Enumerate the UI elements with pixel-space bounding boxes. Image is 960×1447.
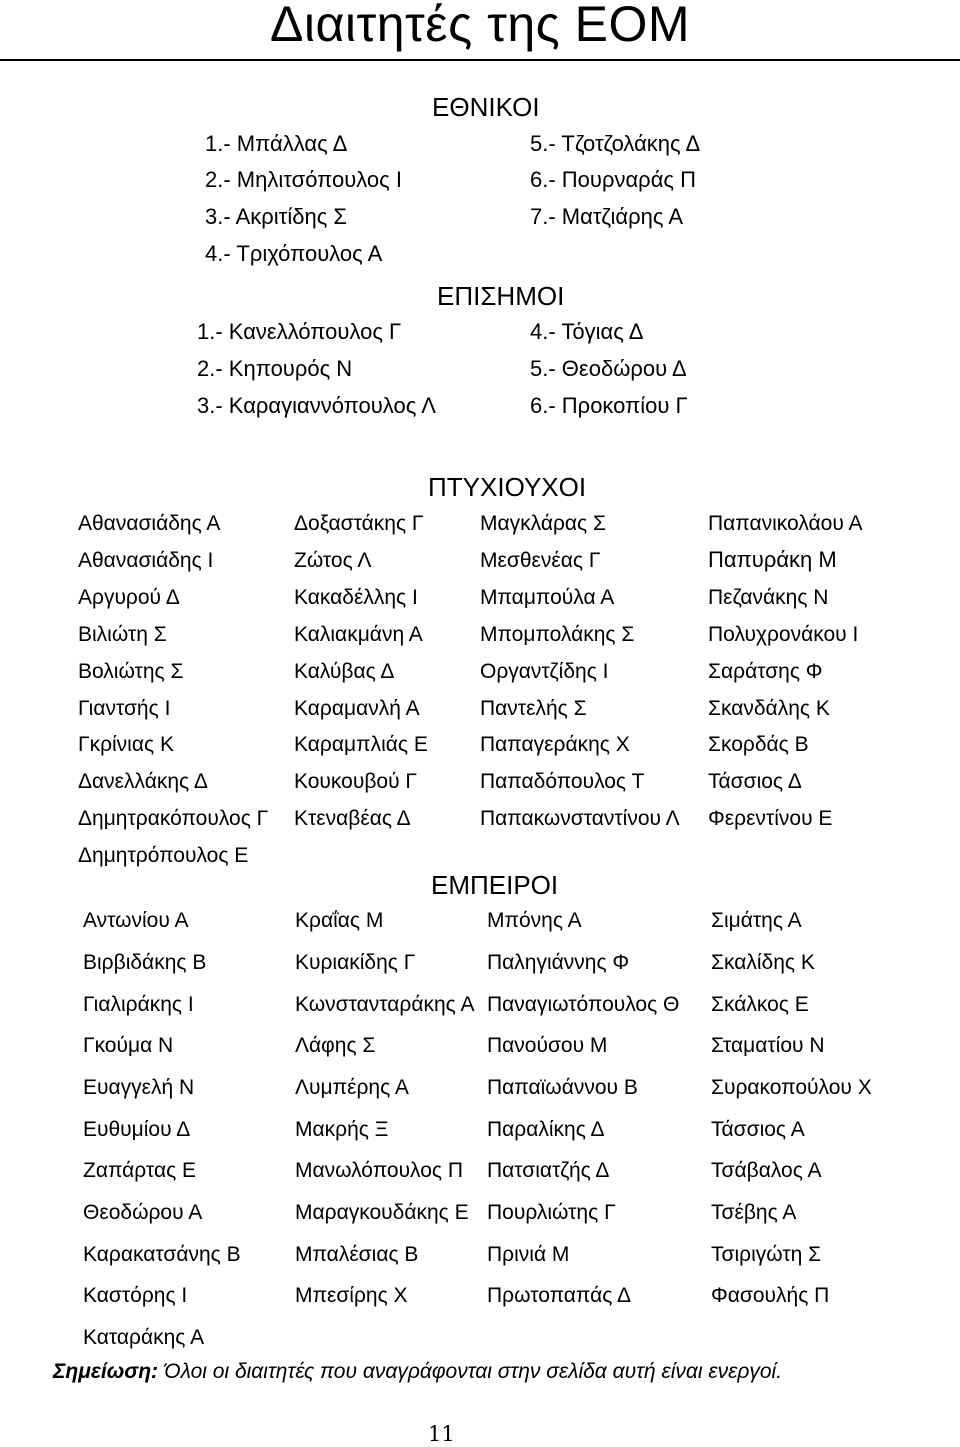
section-heading-ptyxiouxoi: ΠΤΥΧΙΟΥΧΟΙ <box>428 472 587 502</box>
list-item: Πατσιατζής Δ <box>487 1159 610 1182</box>
list-item: Σαράτσης Φ <box>708 660 823 683</box>
list-item: Μπαλέσιας Β <box>295 1243 419 1266</box>
list-item: Πρινιά Μ <box>487 1243 570 1266</box>
list-item: Κραΐας Μ <box>295 909 384 932</box>
section-heading-empeiroi: ΕΜΠΕΙΡΟΙ <box>431 870 559 900</box>
list-item: Μεσθενέας Γ <box>480 549 601 572</box>
list-item: 7.- Ματζιάρης Α <box>530 204 684 229</box>
list-item: Πεζανάκης Ν <box>708 586 829 609</box>
list-item: Παραλίκης Δ <box>487 1118 605 1141</box>
list-item: Δοξαστάκης Γ <box>294 512 424 535</box>
list-item: Οργαντζίδης Ι <box>480 660 609 683</box>
list-item: 3.- Καραγιαννόπουλος Λ <box>197 393 436 418</box>
section-heading-episimoi: ΕΠΙΣΗΜΟΙ <box>437 281 565 311</box>
list-item: Παπακωνσταντίνου Λ <box>480 807 680 830</box>
list-item: 1.- Μπάλλας Δ <box>205 131 348 156</box>
list-item: Μαραγκουδάκης Ε <box>295 1201 469 1224</box>
list-item: Καστόρης Ι <box>83 1284 188 1307</box>
list-item: Παπαδόπουλος Τ <box>480 770 645 793</box>
list-item: Λάφης Σ <box>295 1034 376 1057</box>
list-item: Κακαδέλλης Ι <box>294 586 418 609</box>
list-item: Μαγκλάρας Σ <box>480 512 606 535</box>
list-item: Τάσσιος Δ <box>708 770 802 793</box>
list-item: Βιρβιδάκης Β <box>83 951 207 974</box>
list-item: Πανούσου Μ <box>487 1034 608 1057</box>
page-title: Διαιτητές της ΕΟΜ <box>269 0 691 52</box>
list-item: Φασουλής Π <box>711 1284 830 1307</box>
list-item: Καταράκης Α <box>83 1326 205 1349</box>
list-item: 3.- Ακριτίδης Σ <box>205 204 348 229</box>
section-heading-ethnikoi: ΕΘΝΙΚΟΙ <box>432 92 540 122</box>
list-item: Παπαϊωάννου Β <box>487 1076 638 1099</box>
list-item: Πρωτοπαπάς Δ <box>487 1284 632 1307</box>
list-item: Μακρής Ξ <box>295 1118 389 1141</box>
list-item: Ζώτος Λ <box>294 549 372 572</box>
title-divider <box>0 59 960 61</box>
list-item: Πουρλιώτης Γ <box>487 1201 616 1224</box>
list-item: 5.- Τζοτζολάκης Δ <box>530 131 701 156</box>
list-item: Γκρίνιας Κ <box>78 733 174 756</box>
list-item: Σιμάτης Α <box>711 909 802 932</box>
list-item: Καραμπλιάς Ε <box>294 733 428 756</box>
list-item: 6.- Προκοπίου Γ <box>530 393 688 418</box>
list-item: Συρακοπούλου Χ <box>711 1076 872 1099</box>
list-item: Δανελλάκης Δ <box>78 770 208 793</box>
footnote <box>53 1359 782 1385</box>
list-item: Φερεντίνου Ε <box>708 807 833 830</box>
list-item: Παληγιάννης Φ <box>487 951 630 974</box>
list-item: Ζαπάρτας Ε <box>83 1159 197 1182</box>
list-item: Σκάλκος Ε <box>711 993 809 1016</box>
list-item: Κυριακίδης Γ <box>295 951 416 974</box>
list-item: Σταματίου Ν <box>711 1034 825 1057</box>
footnote-text: Όλοι οι διαιτητές που αναγράφονται στην σελίδα αυτή είναι ενεργοί. <box>163 1360 783 1383</box>
list-item: Τσάβαλος Α <box>711 1159 822 1182</box>
list-item: Μπομπολάκης Σ <box>480 623 635 646</box>
list-item: 2.- Κηπουρός Ν <box>197 356 353 381</box>
list-item: Βολιώτης Σ <box>78 660 184 683</box>
list-item: Δημητρόπουλος Ε <box>78 844 249 867</box>
list-item: Πολυχρονάκου Ι <box>708 623 859 646</box>
list-item: 4.- Τόγιας Δ <box>530 319 644 344</box>
list-item: Κουκουβού Γ <box>294 770 417 793</box>
list-item: Αθανασιάδης Ι <box>78 549 214 572</box>
list-item: Σκανδάλης Κ <box>708 697 830 720</box>
list-item: Παντελής Σ <box>480 697 587 720</box>
list-item: Κτεναβέας Δ <box>294 807 411 830</box>
list-item: Αργυρού Δ <box>78 586 180 609</box>
list-item: Μανωλόπουλος Π <box>295 1159 464 1182</box>
list-item: 5.- Θεοδώρου Δ <box>530 356 687 381</box>
page-number: 11 <box>428 1422 455 1446</box>
list-item: Ευθυμίου Δ <box>83 1118 191 1141</box>
list-item: Καραμανλή Α <box>294 697 420 720</box>
list-item: Παπανικολάου Α <box>708 512 863 535</box>
list-item: 4.- Τριχόπουλος Α <box>205 241 383 266</box>
list-item: 1.- Κανελλόπουλος Γ <box>197 319 402 344</box>
list-item: Αθανασιάδης Α <box>78 512 221 535</box>
list-item: Ευαγγελή Ν <box>83 1076 195 1099</box>
list-item: Βιλιώτη Σ <box>78 623 167 646</box>
list-item: Θεοδώρου Α <box>83 1201 203 1224</box>
list-item: Σκορδάς Β <box>708 733 809 756</box>
list-item: Κωνστανταράκης Α <box>295 993 475 1016</box>
footnote-label: Σημείωση: <box>53 1360 159 1383</box>
list-item: Μπαμπούλα Α <box>480 586 615 609</box>
list-item: Παπυράκη Μ <box>708 547 837 572</box>
list-item: Παπαγεράκης Χ <box>480 733 630 756</box>
list-item: Δημητρακόπουλος Γ <box>78 807 269 830</box>
list-item: Γιαντσής Ι <box>78 697 171 720</box>
list-item: 6.- Πουρναράς Π <box>530 167 697 192</box>
list-item: Σκαλίδης Κ <box>711 951 815 974</box>
list-item: Γκούμα Ν <box>83 1034 174 1057</box>
list-item: Καρακατσάνης Β <box>83 1243 241 1266</box>
list-item: Μπεσίρης Χ <box>295 1284 408 1307</box>
list-item: Παναγιωτόπουλος Θ <box>487 993 680 1016</box>
list-item: Γιαλιράκης Ι <box>83 993 194 1016</box>
list-item: Τάσσιος Α <box>711 1118 805 1141</box>
list-item: Λυμπέρης Α <box>295 1076 409 1099</box>
list-item: Μπόνης Α <box>487 909 582 932</box>
list-item: 2.- Μηλιτσόπουλος Ι <box>205 167 402 192</box>
list-item: Καλιακμάνη Α <box>294 623 423 646</box>
list-item: Καλύβας Δ <box>294 660 395 683</box>
list-item: Τσιριγώτη Σ <box>711 1243 822 1266</box>
list-item: Τσέβης Α <box>711 1201 797 1224</box>
list-item: Αντωνίου Α <box>83 909 189 932</box>
